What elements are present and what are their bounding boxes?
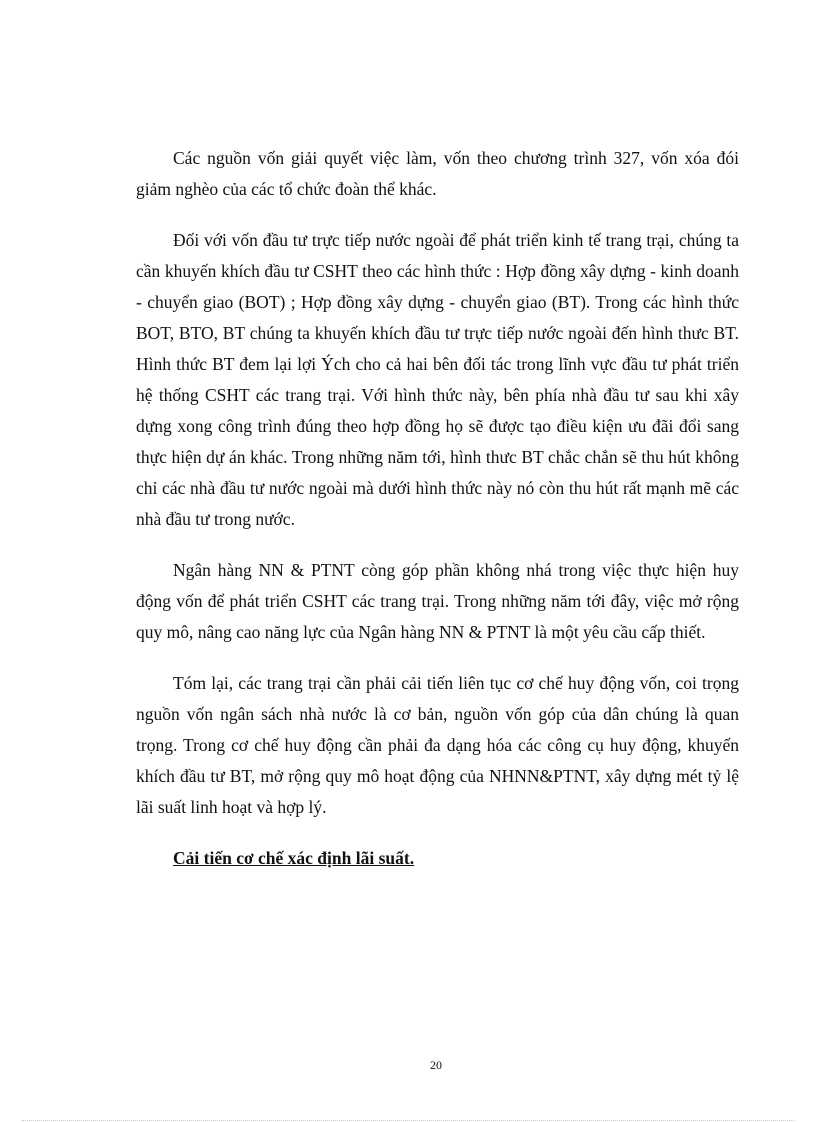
section-heading: Cải tiến cơ chế xác định lãi suất. (173, 848, 415, 868)
paragraph-funding-sources: Các nguồn vốn giải quyết việc làm, vốn theo chương trình 327, vốn xóa đói giảm nghèo của các tổ chức đoàn thể khác. (136, 148, 739, 199)
page-number: 20 (430, 1058, 442, 1072)
page-bottom-divider (22, 1120, 794, 1121)
paragraph-summary: Tóm lại, các trang trại cần phải cải tiến liên tục cơ chế huy động vốn, coi trọng nguồn vốn ngân sách nhà nước là cơ bản, nguồn vốn góp của dân chúng là quan trọng. Trong cơ chế huy động cần phải đa dạng hóa các công cụ huy động, khuyến khích đầu tư BT, mở rộng quy mô hoạt động của NHNN&PTNT, xây dựng mét tỷ lệ lãi suất linh hoạt và hợp lý. (136, 673, 739, 817)
document-body (136, 143, 739, 874)
paragraph-foreign-investment: Đối với vốn đầu tư trực tiếp nước ngoài để phát triển kinh tế trang trại, chúng ta cần khuyến khích đầu tư CSHT theo các hình thức : Hợp đồng xây dựng - kinh doanh - chuyển giao (BOT) ; Hợp đồng xây dựng - chuyển giao (BT). Trong các hình thức BOT, BTO, BT chúng ta khuyến khích đầu tư trực tiếp nước ngoài đến hình thưc BT. Hình thức BT đem lại lợi Ých cho cả hai bên đối tác trong lĩnh vực đầu tư phát triển hệ thống CSHT các trang trại. Với hình thức này, bên phía nhà đầu tư sau khi xây dựng xong công trình đúng theo hợp đồng họ sẽ được tạo điều kiện ưu đãi đổi sang thực hiện dự án khác. Trong những năm tới, hình thưc BT chắc chắn sẽ thu hút không chỉ các nhà đầu tư nước ngoài mà dưới hình thức này nó còn thu hút rất mạnh mẽ các nhà đầu tư trong nước. (136, 230, 739, 529)
paragraph-agribank: Ngân hàng NN & PTNT còng góp phần không nhá trong việc thực hiện huy động vốn để phát triển CSHT các trang trại. Trong những năm tới đây, việc mở rộng quy mô, nâng cao năng lực của Ngân hàng NN & PTNT là một yêu cầu cấp thiết. (136, 560, 739, 642)
